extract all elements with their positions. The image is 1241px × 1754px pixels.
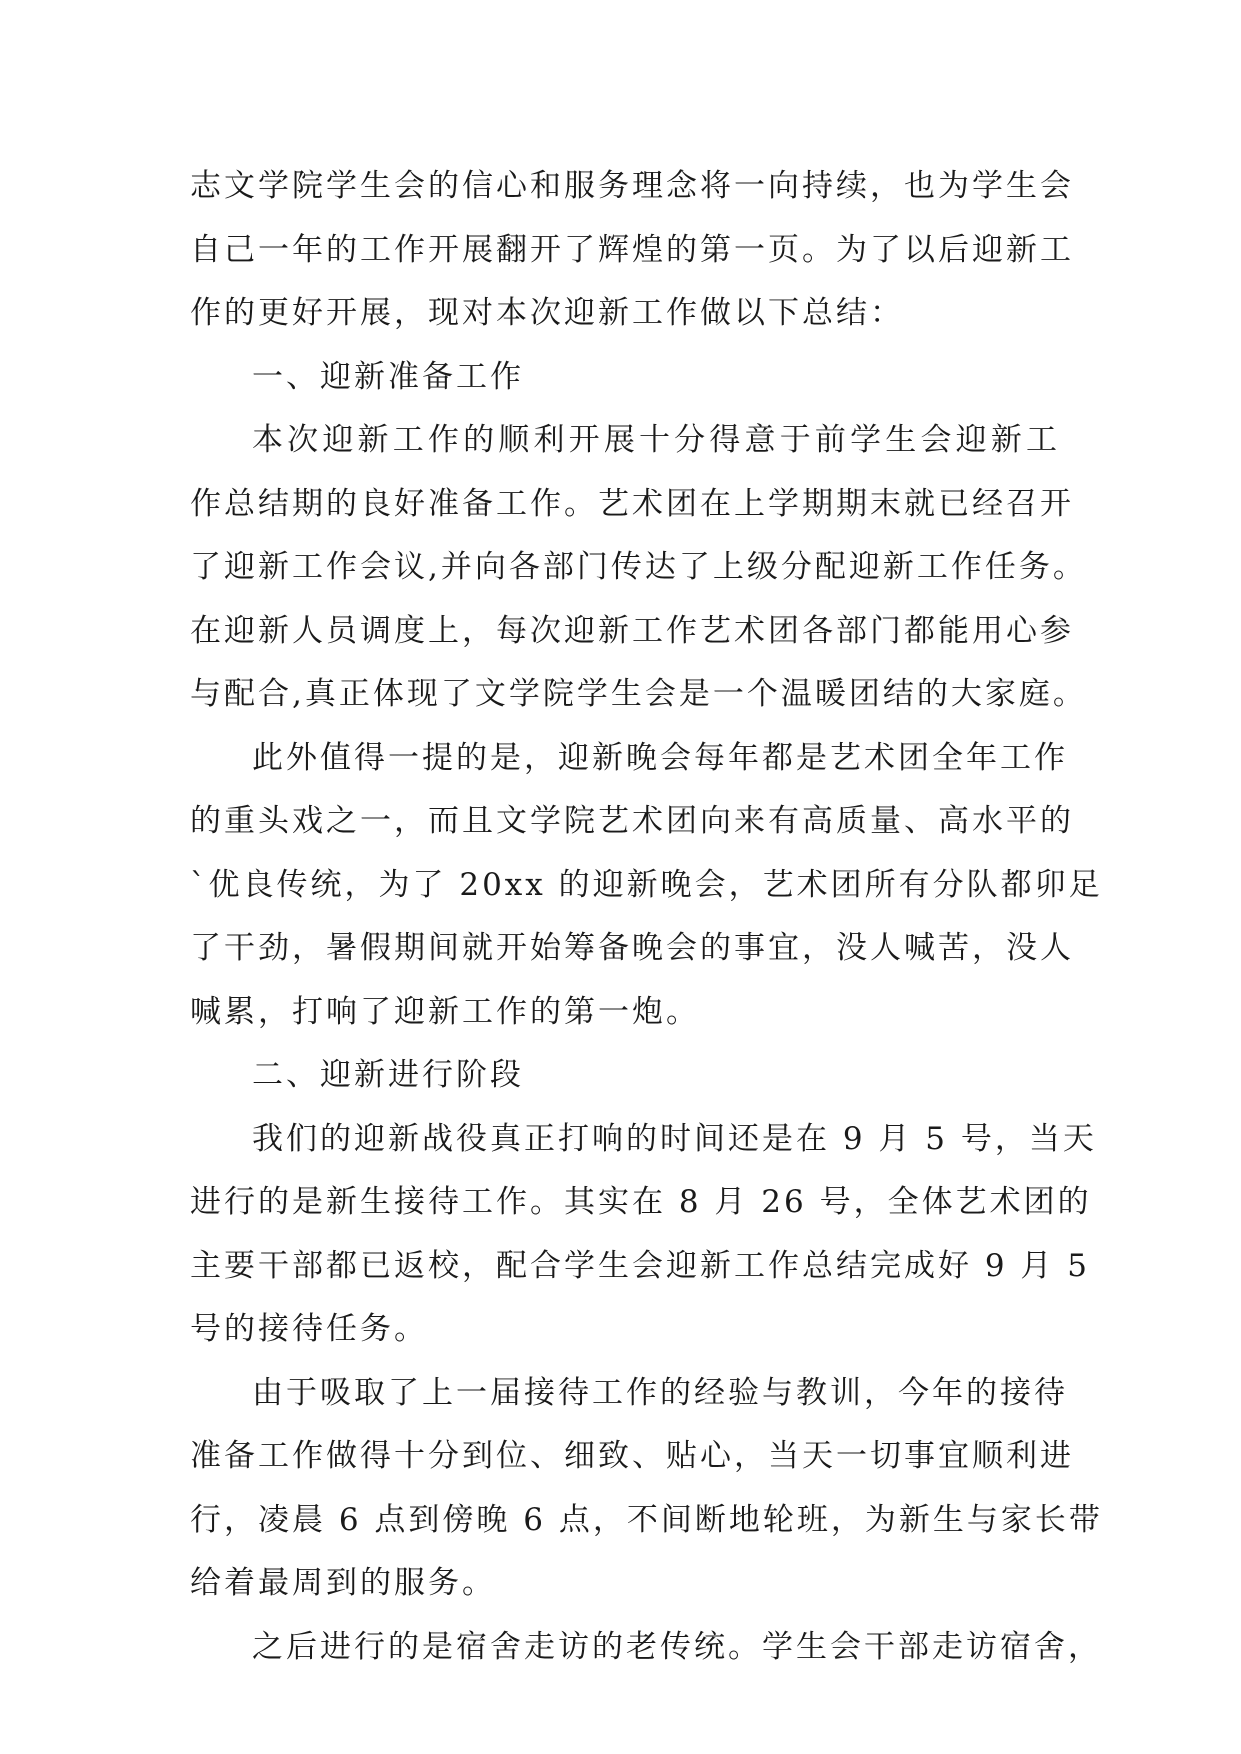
section-heading: 一、迎新准备工作 [252, 358, 524, 395]
paragraph-line: 在迎新人员调度上，每次迎新工作艺术团各部门都能用心参 [190, 612, 1074, 649]
paragraph-line: 作的更好开展，现对本次迎新工作做以下总结： [190, 295, 904, 331]
paragraph-line: 准备工作做得十分到位、细致、贴心，当天一切事宜顺利进 [190, 1438, 1074, 1474]
paragraph-line: 与配合,真正体现了文学院学生会是一个温暖团结的大家庭。 [190, 676, 1087, 712]
paragraph-line: 行，凌晨 6 点到傍晚 6 点，不间断地轮班，为新生与家长带 [190, 1501, 1103, 1538]
paragraph-line: 号的接待任务。 [190, 1311, 428, 1347]
paragraph-line: 主要干部都已返校，配合学生会迎新工作总结完成好 9 月 5 [190, 1247, 1091, 1284]
paragraph-line: `优良传统，为了 20xx 的迎新晚会，艺术团所有分队都卯足 [190, 866, 1103, 903]
paragraph-line: 作总结期的良好准备工作。艺术团在上学期期末就已经召开 [190, 485, 1074, 522]
section-heading: 二、迎新进行阶段 [252, 1057, 524, 1093]
paragraph-line: 了干劲，暑假期间就开始筹备晚会的事宜，没人喊苦，没人 [190, 930, 1074, 966]
paragraph-line: 我们的迎新战役真正打响的时间还是在 9 月 5 号，当天 [252, 1120, 1097, 1157]
paragraph-line: 由于吸取了上一届接待工作的经验与教训，今年的接待 [252, 1374, 1068, 1411]
document-body [190, 155, 1103, 1679]
paragraph-line: 自己一年的工作开展翻开了辉煌的第一页。为了以后迎新工 [190, 231, 1074, 268]
paragraph-line: 喊累，打响了迎新工作的第一炮。 [190, 993, 700, 1030]
paragraph-line: 本次迎新工作的顺利开展十分得意于前学生会迎新工 [252, 422, 1060, 458]
paragraph-line: 志文学院学生会的信心和服务理念将一向持续，也为学生会 [190, 168, 1074, 204]
paragraph-line: 之后进行的是宿舍走访的老传统。学生会干部走访宿舍， [252, 1628, 1102, 1665]
paragraph-line: 给着最周到的服务。 [190, 1565, 496, 1601]
paragraph-line: 了迎新工作会议,并向各部门传达了上级分配迎新工作任务。 [190, 549, 1087, 585]
paragraph-line: 进行的是新生接待工作。其实在 8 月 26 号，全体艺术团的 [190, 1184, 1092, 1220]
paragraph-line: 的重头戏之一，而且文学院艺术团向来有高质量、高水平的 [190, 803, 1074, 839]
paragraph-line: 此外值得一提的是，迎新晚会每年都是艺术团全年工作 [252, 739, 1068, 776]
